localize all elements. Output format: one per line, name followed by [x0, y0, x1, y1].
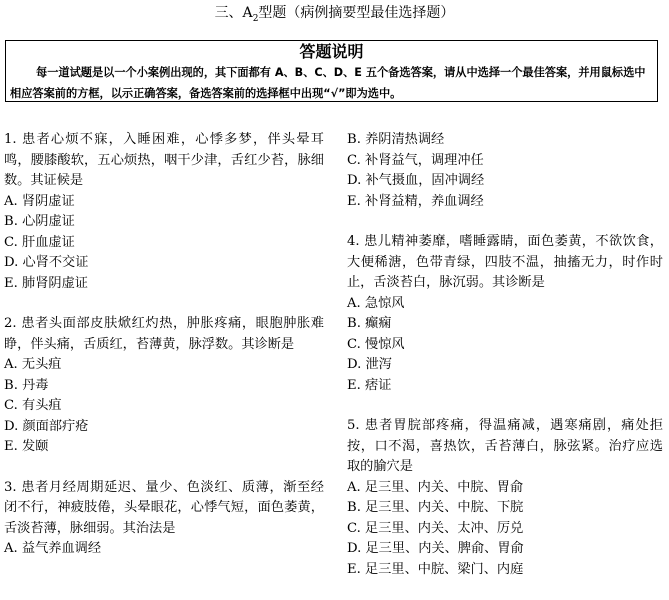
option-e[interactable]: E. 发颐 — [4, 439, 49, 454]
option-d[interactable]: D. 补气摄血，固冲调经 — [347, 173, 485, 188]
section-title — [0, 4, 669, 28]
option-e[interactable]: E. 补肾益精，养血调经 — [347, 193, 484, 209]
option-e[interactable]: E. 痞证 — [347, 377, 392, 393]
question-2 — [4, 314, 324, 458]
question-5 — [347, 416, 663, 580]
option-a[interactable]: A. 无头疽 — [4, 357, 62, 372]
option-b[interactable]: B. 癫痫 — [347, 316, 392, 331]
option-c[interactable]: C. 补肾益气，调理冲任 — [347, 152, 484, 168]
option-e[interactable]: E. 足三里、中脘、梁门、内庭 — [347, 561, 524, 577]
option-c[interactable]: C. 有头疽 — [4, 398, 62, 413]
section-title-subscript: 2 — [252, 13, 259, 24]
question-stem: 4. 患儿精神萎靡，嗜睡露睛，面色萎黄，不欲饮食，大便稀溏，色带青绿，四肢不温，抽搐无力，时作时止，舌淡苔白，脉沉弱。其诊断是 — [347, 234, 663, 290]
option-e[interactable]: E. 肺肾阴虚证 — [4, 275, 88, 291]
question-3-continued — [347, 130, 663, 212]
option-c[interactable]: C. 足三里、内关、太冲、厉兑 — [347, 520, 524, 536]
left-column — [4, 130, 324, 580]
instructions-text: 每一道试题是以一个小案例出现的，其下面都有 A、B、C、D、E 五个备选答案，请从中选择一个最佳答案，并用鼠标选中相应答案前的方框，以示正确答案，备选答案前的选择框中出现“√”即为选中。 — [10, 66, 646, 100]
question-stem: 2. 患者头面部皮肤焮红灼热，肿胀疼痛，眼胞肿胀难睁，伴头痛，舌质红，苔薄黄，脉浮数。其诊断是 — [4, 316, 324, 352]
option-d[interactable]: D. 足三里、内关、脾俞、胃俞 — [347, 541, 524, 556]
question-stem: 3. 患者月经周期延迟、量少、色淡红、质薄，渐至经闭不行，神疲肢倦，头晕眼花，心悸气短，面色萎黄，舌淡苔薄，脉细弱。其治法是 — [4, 479, 324, 536]
question-1 — [4, 130, 324, 294]
option-a[interactable]: A. 肾阴虚证 — [4, 193, 75, 209]
option-b[interactable]: B. 足三里、内关、中脘、下脘 — [347, 500, 524, 515]
instructions-title: 答题说明 — [299, 42, 364, 61]
option-a[interactable]: A. 足三里、内关、中脘、胃俞 — [347, 479, 524, 495]
option-b[interactable]: B. 心阴虚证 — [4, 214, 75, 229]
question-stem: 1. 患者心烦不寐，入睡困难，心悸多梦，伴头晕耳鸣，腰膝酸软，五心烦热，咽干少津，舌红少苔，脉细数。其证候是 — [4, 132, 324, 188]
option-d[interactable]: D. 心肾不交证 — [4, 255, 89, 270]
option-d[interactable]: D. 颜面部疔疮 — [4, 418, 89, 434]
instructions-box — [5, 40, 658, 102]
question-stem: 5. 患者胃脘部疼痛，得温痛减，遇寒痛剧，痛处拒按，口不渴，喜热饮，舌苔薄白，脉弦紧。治疗应选取的腧穴是 — [347, 418, 663, 474]
option-a[interactable]: A. 益气养血调经 — [4, 541, 102, 556]
option-d[interactable]: D. 泄泻 — [347, 357, 392, 372]
section-title-rest: 型题（病例摘要型最佳选择题） — [258, 5, 455, 21]
question-3 — [4, 478, 324, 560]
section-title-prefix: 三、A — [214, 5, 253, 21]
right-column — [347, 130, 663, 600]
option-c[interactable]: C. 肝血虚证 — [4, 234, 75, 250]
option-a[interactable]: A. 急惊风 — [347, 295, 405, 311]
question-4 — [347, 232, 663, 396]
option-b[interactable]: B. 养阴清热调经 — [347, 132, 445, 147]
option-b[interactable]: B. 丹毒 — [4, 377, 49, 393]
option-c[interactable]: C. 慢惊风 — [347, 336, 405, 352]
